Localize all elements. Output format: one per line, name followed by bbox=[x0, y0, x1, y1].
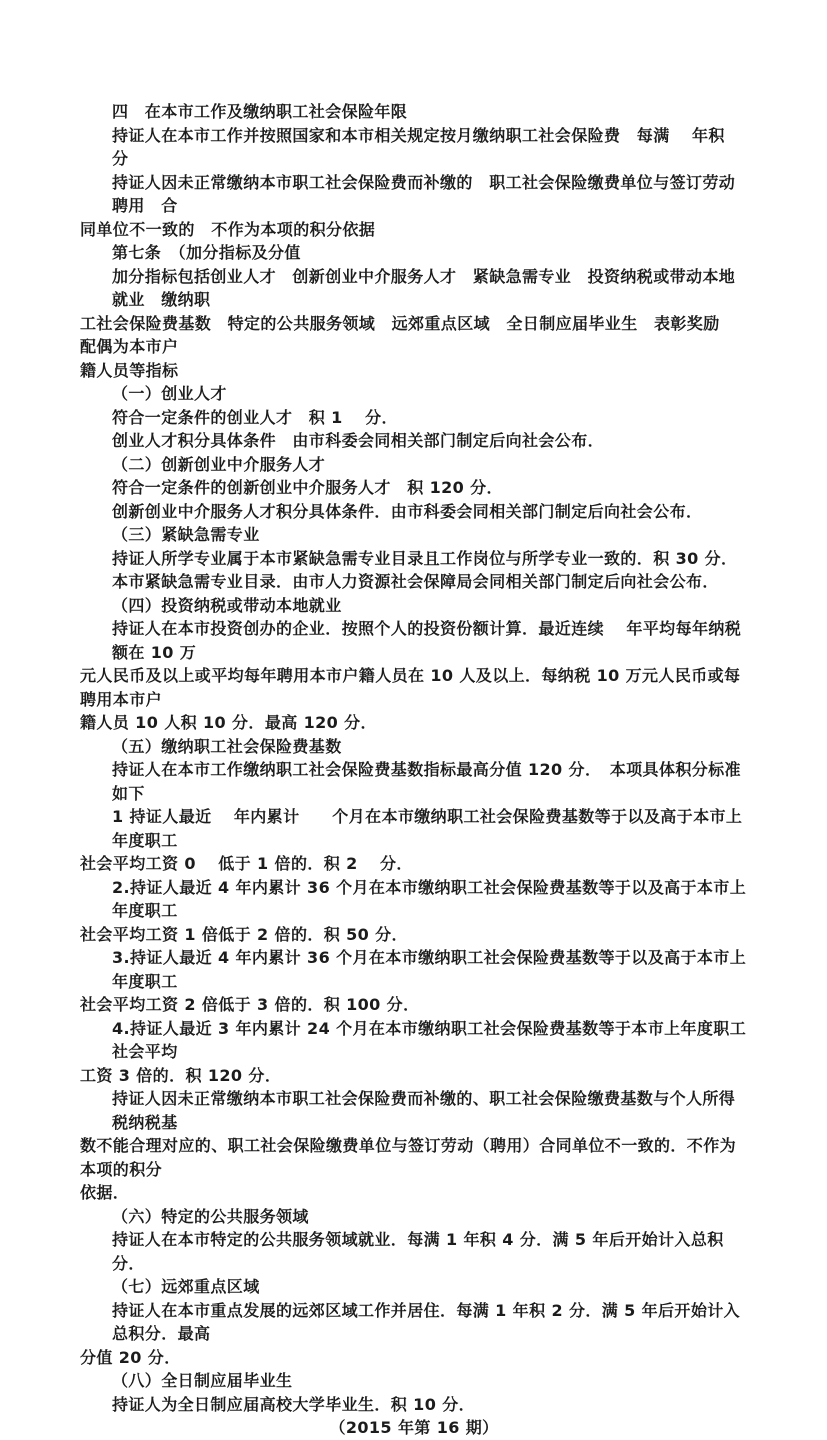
document-line: 持证人在本市重点发展的远郊区域工作并居住．每满 1 年积 2 分．满 5 年后开始计入总积分．最高 bbox=[112, 1300, 741, 1343]
document-line: （七）远郊重点区域 bbox=[112, 1277, 260, 1296]
document-line: （一）创业人才 bbox=[112, 384, 227, 403]
document-line: （三）紧缺急需专业 bbox=[112, 525, 260, 544]
issue-footer: （2015 年第 16 期） bbox=[329, 1418, 499, 1437]
document-line: 数不能合理对应的、职工社会保险缴费单位与签订劳动（聘用）合同单位不一致的．不作为本项的积分 bbox=[80, 1136, 737, 1179]
document-line: 持证人在本市工作并按照国家和本市相关规定按月缴纳职工社会保险费 每满 年积 分 bbox=[112, 125, 748, 168]
document-body bbox=[80, 100, 752, 1440]
document-line: 依据． bbox=[80, 1183, 130, 1202]
document-line: （二）创新创业中介服务人才 bbox=[112, 454, 326, 474]
document-line: 社会平均工资 0 低于 1 倍的．积 2 分． bbox=[80, 854, 413, 873]
document-line: 加分指标包括创业人才 创新创业中介服务人才 紧缺急需专业 投资纳税或带动本地就业 缴纳职 bbox=[112, 266, 736, 309]
document-line: 1 持证人最近 年内累计 个月在本市缴纳职工社会保险费基数等于以及高于本市上年度职工 bbox=[112, 807, 743, 850]
document-line: 四 在本市工作及缴纳职工社会保险年限 bbox=[112, 102, 408, 121]
document-line: （六）特定的公共服务领域 bbox=[112, 1206, 309, 1226]
document-line: 持证人因未正常缴纳本市职工社会保险费而补缴的、职工社会保险缴费基数与个人所得税纳税基 bbox=[112, 1089, 736, 1132]
document-line: 创新创业中介服务人才积分具体条件．由市科委会同相关部门制定后向社会公布． bbox=[112, 501, 703, 521]
document-line: 分值 20 分． bbox=[80, 1347, 181, 1367]
document-line: （四）投资纳税或带动本地就业 bbox=[112, 595, 342, 615]
document-line: 同单位不一致的 不作为本项的积分依据 bbox=[80, 219, 376, 239]
document-line: 符合一定条件的创业人才 积 1 分． bbox=[112, 407, 398, 427]
document-line: 符合一定条件的创新创业中介服务人才 积 120 分． bbox=[112, 478, 503, 497]
document-line: （五）缴纳职工社会保险费基数 bbox=[112, 736, 342, 756]
document-line: 持证人为全日制应届高校大学毕业生．积 10 分． bbox=[112, 1394, 476, 1414]
document-line: 持证人在本市投资创办的企业．按照个人的投资份额计算．最近连续 年平均每年纳税额在 10 万 bbox=[112, 619, 742, 662]
document-line: 工社会保险费基数 特定的公共服务领域 远郊重点区域 全日制应届毕业生 表彰奖励 配偶为本市户 bbox=[80, 313, 737, 356]
document-line: 社会平均工资 2 倍低于 3 倍的．积 100 分． bbox=[80, 995, 420, 1014]
document-line: 籍人员 10 人积 10 分．最高 120 分． bbox=[80, 713, 377, 732]
document-line: 籍人员等指标 bbox=[80, 360, 179, 380]
document-line: （八）全日制应届毕业生 bbox=[112, 1371, 293, 1390]
document-line: 社会平均工资 1 倍低于 2 倍的．积 50 分． bbox=[80, 924, 408, 944]
document-line: 4.持证人最近 3 年内累计 24 个月在本市缴纳职工社会保险费基数等于本市上年度职工社会平均 bbox=[112, 1018, 747, 1061]
document-line: 持证人因未正常缴纳本市职工社会保险费而补缴的 职工社会保险缴费单位与签订劳动 聘用 合 bbox=[112, 172, 752, 215]
document-line: 元人民币及以上或平均每年聘用本市户籍人员在 10 人及以上．每纳税 10 万元人民币或每聘用本市户 bbox=[80, 666, 741, 709]
document-line: 创业人才积分具体条件 由市科委会同相关部门制定后向社会公布． bbox=[112, 431, 605, 450]
document-line: 3.持证人最近 4 年内累计 36 个月在本市缴纳职工社会保险费基数等于以及高于本市上年度职工 bbox=[112, 948, 747, 991]
document-line: 持证人所学专业属于本市紧缺急需专业目录且工作岗位与所学专业一致的．积 30 分． bbox=[112, 548, 738, 568]
document-line: 持证人在本市特定的公共服务领域就业．每满 1 年积 4 分．满 5 年后开始计入总积分． bbox=[112, 1230, 724, 1273]
document-line: 第七条 （加分指标及分值 bbox=[112, 243, 301, 262]
document-line: 工资 3 倍的．积 120 分． bbox=[80, 1065, 282, 1085]
document-line: 2.持证人最近 4 年内累计 36 个月在本市缴纳职工社会保险费基数等于以及高于本市上年度职工 bbox=[112, 877, 747, 920]
document-line: 持证人在本市工作缴纳职工社会保险费基数指标最高分值 120 分． 本项具体积分标准如下 bbox=[112, 760, 741, 803]
document-line: 本市紧缺急需专业目录．由市人力资源社会保障局会同相关部门制定后向社会公布． bbox=[112, 572, 719, 591]
